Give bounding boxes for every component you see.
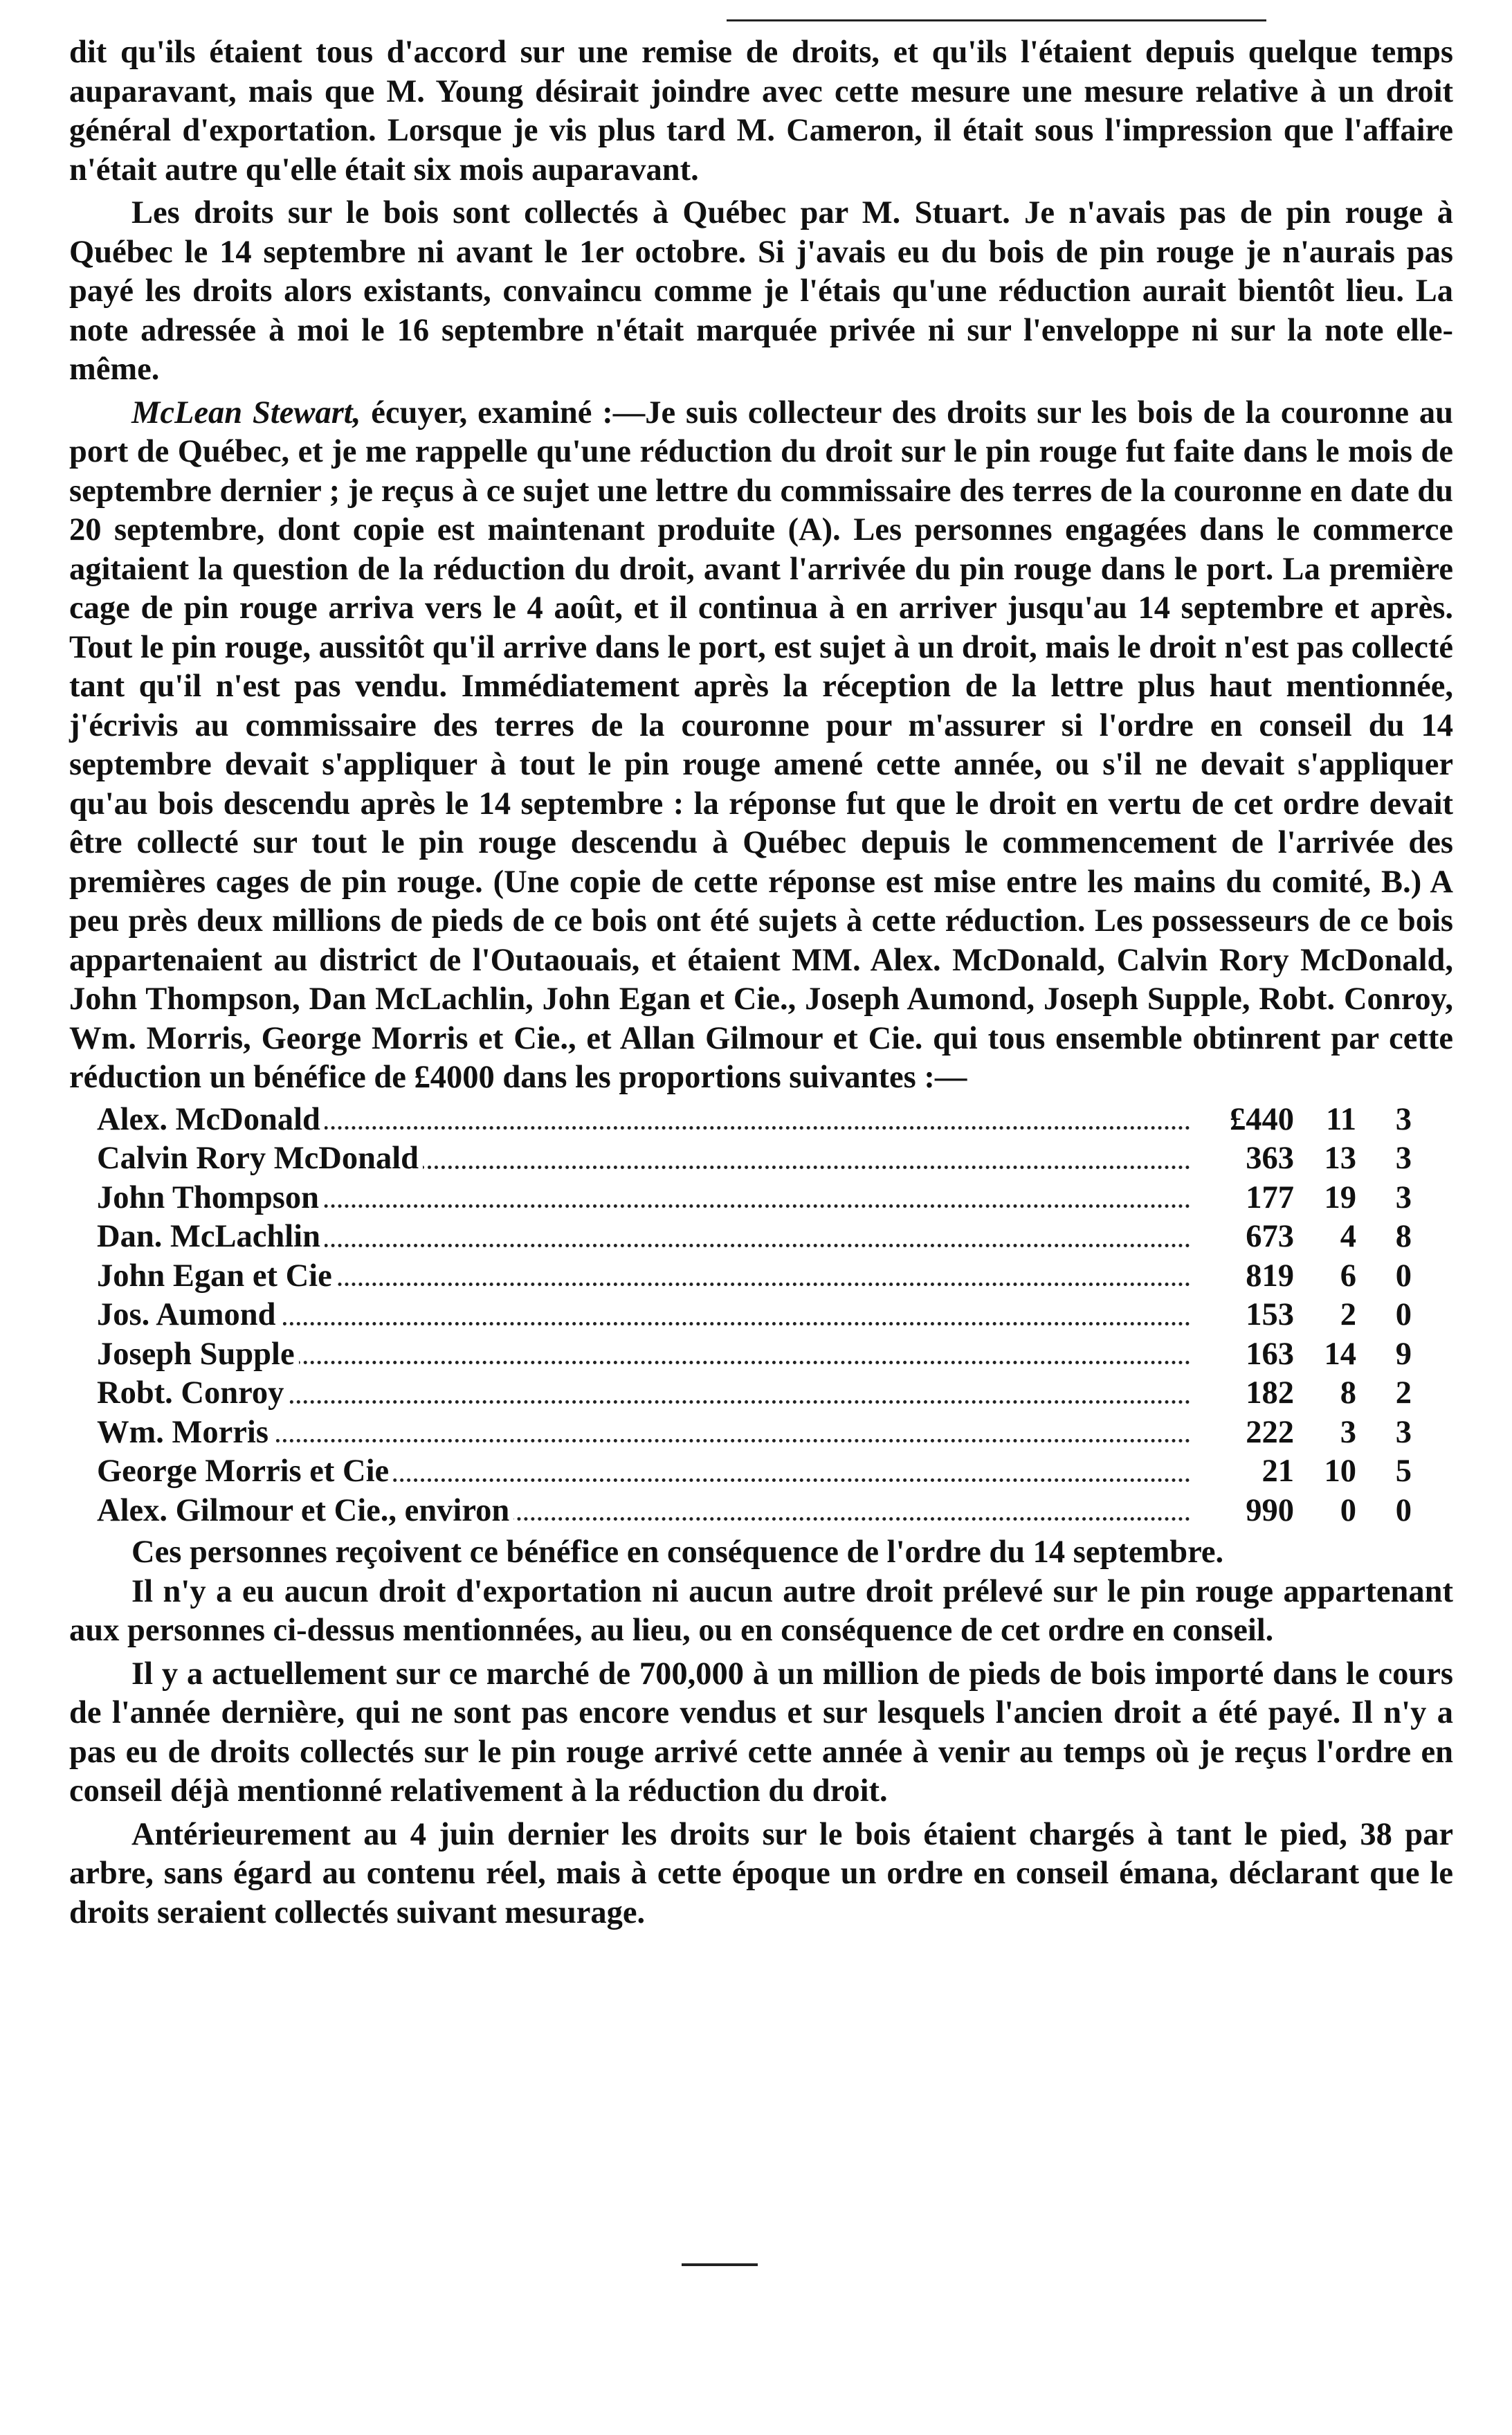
benefit-pounds: 673 — [1246, 1219, 1294, 1254]
witness-testimony: écuyer, examiné :—Je suis collecteur des droits sur les bois de la couronne au port de Québec, et je me rappelle qu'une réduction du droit sur le pin rouge fut faite dans le mois de septembre dernier ; je reçus à ce sujet une lettre du commissaire des terres de la couronne en date du 20 septembre, dont copie est maintenant produite (A). Les personnes engagées dans le commerce agitaient la question de la réduction du droit, avant l'arrivée du pin rouge dans le port. La première cage de pin rouge arriva vers le 4 août, et il continua à en arriver jusqu'au 14 septembre et après. Tout le pin rouge, aussitôt qu'il arrive dans le port, est sujet à un droit, mais le droit n'est pas collecté tant qu'il n'est pas vendu. Immédiatement après la réception de la lettre plus haut mentionnée, j'écrivis au commissaire des terres de la couronne pour m'assurer si l'ordre en conseil du 14 septembre devait s'appliquer à tout le pin rouge amené cette année, ou s'il ne devait s'appliquer qu'au bois descendu après le 14 septembre : la réponse fut que le droit en vertu de cet ordre devait être collecté sur tout le pin rouge descendu à Québec depuis le commencement de l'arrivée des premières cages de pin rouge. (Une copie de cette réponse est mise entre les mains du comité, B.) A peu près deux millions de pieds de ce bois ont été sujets à cette réduction. Les possesseurs de ce bois appartenaient au district de l'Outaouais, et étaient MM. Alex. McDonald, Calvin Rory McDonald, John Thompson, Dan McLachlin, John Egan et Cie., Joseph Aumond, Joseph Supple, Robt. Conroy, Wm. Morris, George Morris et Cie., et Allan Gilmour et Cie. qui tous ensemble obtinrent par cette réduction un bénéfice de £4000 dans les proportions suivantes :— — [69, 395, 1453, 1095]
benefit-pounds: 163 — [1246, 1336, 1294, 1372]
benefit-pence: 8 — [1395, 1219, 1412, 1254]
benefit-name-cell — [97, 1101, 1190, 1140]
benefit-name: Dan. McLachlin — [97, 1219, 325, 1254]
document-page — [69, 33, 1453, 1932]
benefit-shillings: 4 — [1340, 1219, 1356, 1254]
benefit-pence: 9 — [1395, 1336, 1412, 1372]
benefit-name-cell — [97, 1179, 1190, 1218]
benefit-shillings: 0 — [1340, 1492, 1356, 1528]
benefit-name-cell — [97, 1218, 1190, 1257]
benefit-pounds: 363 — [1246, 1141, 1294, 1176]
benefit-name: Calvin Rory McDonald — [97, 1141, 423, 1176]
benefit-shillings: 11 — [1326, 1101, 1356, 1137]
benefit-row — [97, 1452, 1412, 1492]
paragraph-stuart-duties: Les droits sur le bois sont collectés à Québec par M. Stuart. Je n'avais pas de pin rouge à Québec le 14 septembre ni avant le 1er octobre. Si j'avais eu du bois de pin rouge je n'aurais pas payé les droits alors existants, convaincu comme je l'étais qu'une réduction aurait bientôt lieu. La note adressée à moi le 16 septembre n'était marquée privée ni sur l'enveloppe ni sur la note elle-même. — [69, 195, 1453, 387]
benefit-name-cell — [97, 1257, 1190, 1296]
benefit-pounds: 153 — [1246, 1297, 1294, 1332]
paragraph-former-duties: Antérieurement au 4 juin dernier les droits sur le bois étaient chargés à tant le pied, 38 par arbre, sans égard au contenu réel, mais à cette époque un ordre en conseil émana, déclarant que le droits seraient collectés suivant mesurage. — [69, 1816, 1453, 1930]
benefit-row — [97, 1374, 1412, 1413]
benefit-name: John Egan et Cie — [97, 1258, 336, 1294]
paragraph-market-stock: Il y a actuellement sur ce marché de 700,000 à un million de pieds de bois importé dans le cours de l'année dernière, qui ne sont pas encore vendus et sur lesquels l'ancien droit a été payé. Il n'y a pas eu de droits collectés sur le pin rouge arrivé cette année à venir au temps où je reçus l'ordre en conseil déjà mentionné relativement à la réduction du droit. — [69, 1656, 1453, 1809]
benefit-row — [97, 1139, 1412, 1179]
benefit-pence: 5 — [1395, 1454, 1412, 1489]
benefit-pence: 3 — [1395, 1179, 1412, 1215]
benefit-name-cell — [97, 1452, 1190, 1492]
benefit-shillings: 10 — [1324, 1454, 1356, 1489]
benefit-name-cell — [97, 1413, 1190, 1453]
benefit-shillings: 19 — [1324, 1179, 1356, 1215]
benefit-name: Alex. McDonald — [97, 1102, 325, 1137]
benefit-row — [97, 1101, 1412, 1140]
benefit-shillings: 2 — [1340, 1297, 1356, 1332]
benefit-name-cell — [97, 1374, 1190, 1413]
benefit-table — [97, 1101, 1412, 1531]
benefit-pounds: 819 — [1246, 1258, 1294, 1294]
benefit-pounds: £440 — [1230, 1101, 1294, 1137]
benefit-name-cell — [97, 1492, 1190, 1531]
top-rule — [727, 19, 1266, 21]
benefit-pence: 2 — [1395, 1375, 1412, 1411]
benefit-row — [97, 1492, 1412, 1531]
closing-rule — [682, 2263, 758, 2266]
benefit-name: Joseph Supple — [97, 1337, 299, 1372]
benefit-pence: 0 — [1395, 1258, 1412, 1294]
benefit-name: Alex. Gilmour et Cie., environ — [97, 1493, 513, 1528]
benefit-pounds: 222 — [1246, 1414, 1294, 1450]
benefit-name-cell — [97, 1296, 1190, 1335]
benefit-pence: 3 — [1395, 1101, 1412, 1137]
benefit-row — [97, 1296, 1412, 1335]
paragraph-stewart-testimony — [69, 394, 1453, 1098]
benefit-row — [97, 1179, 1412, 1218]
benefit-shillings: 8 — [1340, 1375, 1356, 1411]
paragraph-continuation: dit qu'ils étaient tous d'accord sur une remise de droits, et qu'ils l'étaient depuis quelque temps auparavant, mais que M. Young désirait joindre avec cette mesure une mesure relative à un droit général d'exportation. Lorsque je vis plus tard M. Cameron, il était sous l'impression que l'affaire n'était autre qu'elle était six mois auparavant. — [69, 35, 1453, 188]
paragraph-benefit-note: Ces personnes reçoivent ce bénéfice en conséquence de l'ordre du 14 septembre. — [131, 1535, 1224, 1570]
paragraph-export-duty: Il n'y a eu aucun droit d'exportation ni aucun autre droit prélevé sur le pin rouge appartenant aux personnes ci-dessus mentionnées, au lieu, ou en conséquence de cet ordre en conseil. — [69, 1573, 1453, 1648]
benefit-shillings: 13 — [1324, 1141, 1356, 1176]
benefit-shillings: 14 — [1324, 1336, 1356, 1372]
benefit-pounds: 182 — [1246, 1375, 1294, 1411]
benefit-pence: 0 — [1395, 1492, 1412, 1528]
benefit-pounds: 177 — [1246, 1179, 1294, 1215]
benefit-pounds: 21 — [1261, 1454, 1294, 1489]
benefit-pence: 3 — [1395, 1141, 1412, 1176]
benefit-name: Wm. Morris — [97, 1415, 273, 1450]
benefit-name: Robt. Conroy — [97, 1375, 288, 1411]
benefit-row — [97, 1335, 1412, 1375]
benefit-shillings: 3 — [1340, 1414, 1356, 1450]
benefit-name-cell — [97, 1335, 1190, 1375]
benefit-pounds: 990 — [1246, 1492, 1294, 1528]
benefit-name: John Thompson — [97, 1180, 323, 1215]
benefit-row — [97, 1413, 1412, 1453]
benefit-name-cell — [97, 1139, 1190, 1179]
benefit-pence: 0 — [1395, 1297, 1412, 1332]
benefit-row — [97, 1218, 1412, 1257]
benefit-row — [97, 1257, 1412, 1296]
benefit-name: Jos. Aumond — [97, 1297, 280, 1332]
benefit-pence: 3 — [1395, 1414, 1412, 1450]
witness-name: McLean Stewart, — [131, 395, 361, 431]
benefit-name: George Morris et Cie — [97, 1454, 393, 1489]
benefit-shillings: 6 — [1340, 1258, 1356, 1294]
